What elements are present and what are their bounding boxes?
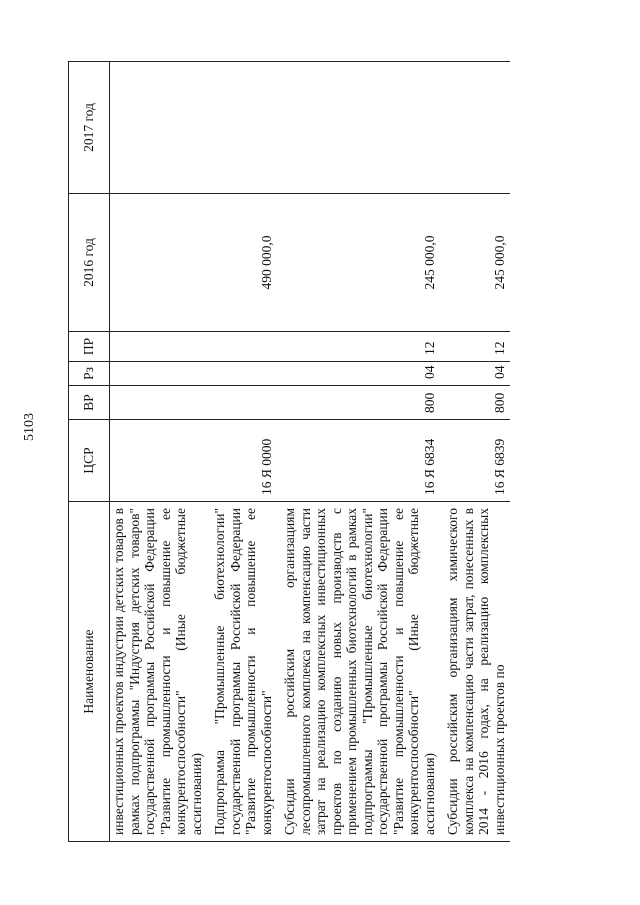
row-csr-cell: 16 Я 0000 (207, 420, 277, 502)
header-csr: ЦСР (69, 420, 110, 502)
row-name-cell: Подпрограмма "Промышленные биотехнологии" государственной программы Российской Федерации "Развитие промышленности и повышение ее конкурентоспособности" (207, 502, 277, 842)
row-pr-cell: 12 (277, 332, 440, 362)
row-name-cell: Субсидии российским организациям химического комплекса на компенсацию части затрат, понесенных в 2014 - 2016 годах, на реализацию комплексных инвестиционных проектов по (440, 502, 510, 842)
row-csr-cell (110, 420, 208, 502)
row-2017-cell (277, 62, 440, 194)
row-pr-cell: 12 (440, 332, 510, 362)
row-pr-cell (110, 332, 208, 362)
row-2017-cell (440, 62, 510, 194)
header-pr: ПР (69, 332, 110, 362)
row-rz-cell: 04 (277, 362, 440, 386)
row-2016-cell: 245 000,0 (277, 194, 440, 332)
row-2016-cell (110, 194, 208, 332)
row-vr-cell: 800 (440, 386, 510, 420)
row-2016-cell: 490 000,0 (207, 194, 277, 332)
table-row (440, 62, 510, 842)
page-number: 5103 (22, 413, 37, 441)
row-csr-cell: 16 Я 6834 (277, 420, 440, 502)
header-name: Наименование (69, 502, 110, 842)
row-vr-cell (207, 386, 277, 420)
table-header-row (69, 62, 110, 842)
header-2016: 2016 год (69, 194, 110, 332)
row-rz-cell (207, 362, 277, 386)
row-pr-cell (207, 332, 277, 362)
header-vr: ВР (69, 386, 110, 420)
header-rz: Рз (69, 362, 110, 386)
row-rz-cell (110, 362, 208, 386)
table-row (110, 62, 208, 842)
row-csr-cell: 16 Я 6839 (440, 420, 510, 502)
row-2016-cell: 245 000,0 (440, 194, 510, 332)
row-2017-cell (110, 62, 208, 194)
header-2017: 2017 год (69, 62, 110, 194)
table-row (277, 62, 440, 842)
table-row (207, 62, 277, 842)
row-name-cell: инвестиционных проектов индустрии детских товаров в рамках подпрограммы "Индустрия детских товаров" государственной программы Российской Федерации "Развитие промышленности и повышение ее конкурентоспособности" (Иные бюджетные ассигнования) (110, 502, 208, 842)
budget-table (68, 61, 510, 842)
row-vr-cell (110, 386, 208, 420)
row-rz-cell: 04 (440, 362, 510, 386)
budget-table-sheet (68, 62, 588, 842)
row-2017-cell (207, 62, 277, 194)
row-name-cell: Субсидии российским организациям лесопромышленного комплекса на компенсацию части затрат на реализацию комплексных инвестиционных проектов по созданию новых производств с применением промышленных биотехнологий в рамках подпрограммы "Промышленные биотехнологии" государственной программы Российской Федерации "Развитие промышленности и повышение ее конкурентоспособности" (Иные бюджетные ассигнования) (277, 502, 440, 842)
row-vr-cell: 800 (277, 386, 440, 420)
